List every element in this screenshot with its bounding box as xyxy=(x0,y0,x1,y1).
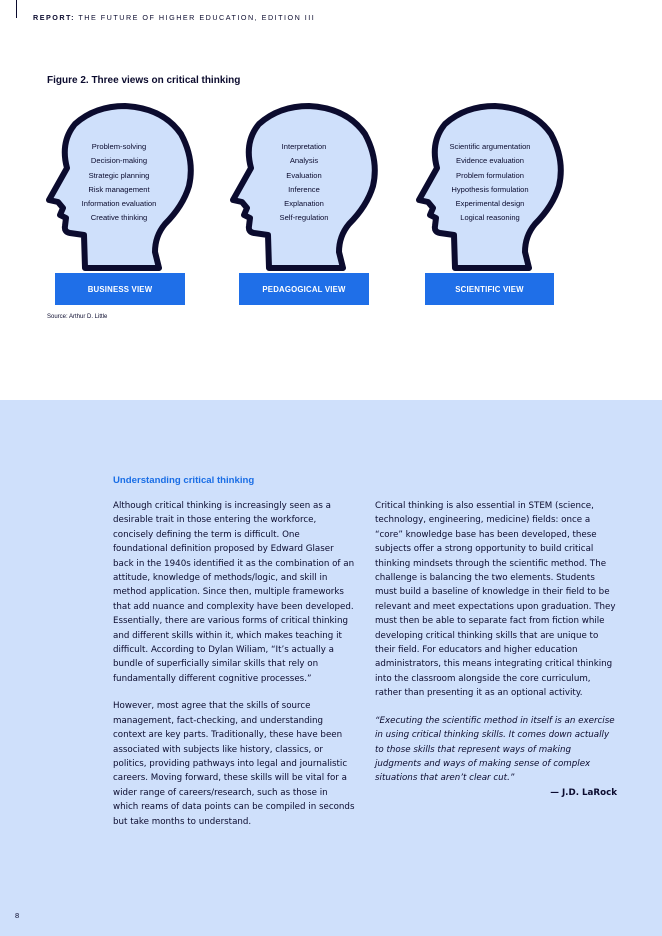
view-item: Analysis xyxy=(289,156,319,166)
view-item: Evidence evaluation xyxy=(456,156,524,166)
head-items-business xyxy=(44,140,194,226)
text-column-right xyxy=(375,499,617,800)
view-item: Information evaluation xyxy=(81,199,157,209)
view-label-scientific: SCIENTIFIC VIEW xyxy=(425,273,554,305)
view-item: Decision-making xyxy=(90,156,148,166)
view-item: Experimental design xyxy=(455,199,525,209)
view-item: Self-regulation xyxy=(279,213,329,223)
view-item: Logical reasoning xyxy=(460,213,520,223)
running-header-label: REPORT: xyxy=(33,13,76,22)
view-item: Risk management xyxy=(88,184,150,194)
head-silhouette-pedagogical xyxy=(229,102,379,272)
view-item: Problem-solving xyxy=(91,142,147,151)
view-item: Explanation xyxy=(284,199,324,209)
view-item: Inference xyxy=(288,184,320,194)
figure-title: Figure 2. Three views on critical thinking xyxy=(47,75,241,86)
running-header-title: THE FUTURE OF HIGHER EDUCATION, EDITION III xyxy=(78,13,316,22)
figure-source: Source: Arthur D. Little xyxy=(47,314,108,320)
head-silhouette-scientific xyxy=(415,102,565,272)
view-item: Creative thinking xyxy=(90,213,148,223)
view-label-pedagogical: PEDAGOGICAL VIEW xyxy=(239,273,369,305)
header-rule xyxy=(16,0,17,18)
section-heading: Understanding critical thinking xyxy=(113,475,255,486)
head-silhouette-business xyxy=(45,102,195,272)
body-paragraph: Critical thinking is also essential in STEM (science, technology, engineering, medicine) fields: once a “core” knowledge base has been developed, these subjects offer a strong opportunity to build critical thinking mindsets through the scientific method. The challenge is balancing the two elements. Students must build a baseline of knowledge in their field to be relevant and meet expectations upon graduation. They must then be able to separate fact from fiction while developing critical thinking skills that are unique to their field. For educators and higher education administrators, this means integrating critical thinking into the classroom alongside the core curriculum, rather than presenting it as an optional activity. xyxy=(375,501,616,699)
body-paragraph: However, most agree that the skills of source management, fact-checking, and understanding context are key parts. Traditionally, these have been associated with subjects like history, classics, or politics, providing pathways into legal and journalistic careers. Moving forward, these skills will be vital for a wider range of careers/research, such as those in which reams of data points can be compiled in seconds but take months to understand. xyxy=(113,701,355,827)
view-item: Problem formulation xyxy=(456,170,524,180)
head-items-scientific xyxy=(415,140,565,226)
view-item: Strategic planning xyxy=(88,170,150,180)
view-label-business: BUSINESS VIEW xyxy=(55,273,185,305)
page-number: 8 xyxy=(15,911,20,920)
view-item: Interpretation xyxy=(281,142,327,151)
pull-quote: “Executing the scientific method in itself is an exercise in using critical thinking skills. It comes down actually to those skills that represent ways of making judgments and ways of making sense of complex situations that aren’t clear cut.” xyxy=(375,715,615,784)
view-item: Scientific argumentation xyxy=(449,142,531,151)
view-item: Hypothesis formulation xyxy=(451,184,529,194)
head-items-pedagogical xyxy=(229,140,379,226)
body-paragraph: Although critical thinking is increasingly seen as a desirable trait in those entering the workforce, concisely defining the term is difficult. One foundational definition proposed by Edward Glaser back in the 1940s identified it as the combination of an attitude, knowledge of methods/logic, and skill in method application. Since then, multiple frameworks that add nuance and complexity have been developed. Essentially, there are various forms of critical thinking and different skills within it, which makes teaching it difficult. According to Dylan Wiliam, “It’s actually a bundle of superficially similar skills that rely on fundamentally different cognitive processes.” xyxy=(113,501,355,684)
text-column-left xyxy=(113,499,355,842)
quote-attribution: — J.D. LaRock xyxy=(550,787,617,798)
running-header xyxy=(33,13,315,22)
view-item: Evaluation xyxy=(286,170,322,180)
